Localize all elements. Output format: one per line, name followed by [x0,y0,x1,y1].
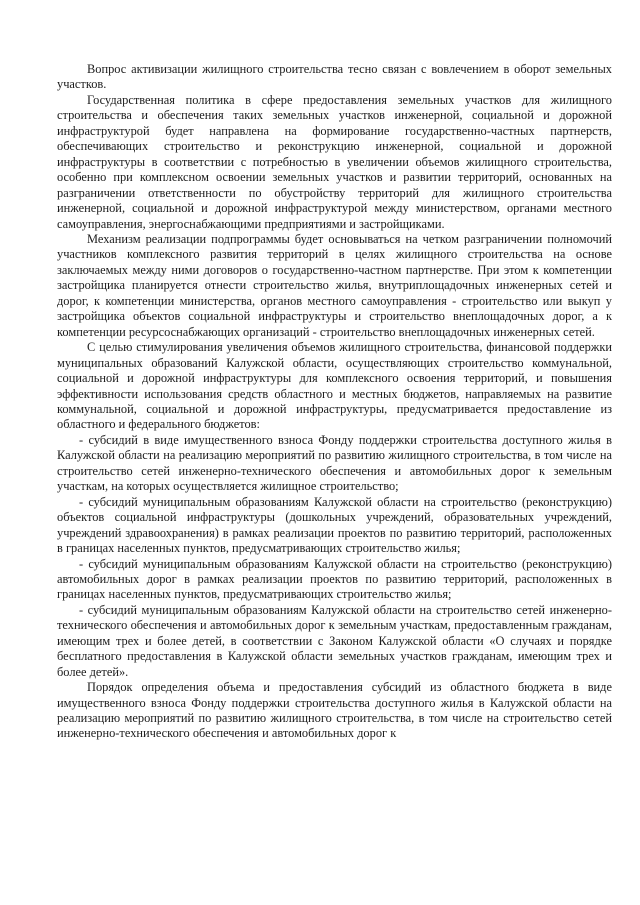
list-item-subsidy-large-families: - субсидий муниципальным образованиям Калужской области на строительство сетей инженерно-технического обеспечения и автомобильных дорог к земельным участкам, предоставленным гражданам, имеющим трех и более детей, в соответствии с Законом Калужской области «О случаях и порядке бесплатного предоставления в Калужской области земельных участков гражданам, имеющим трех и более детей». [57,602,612,679]
paragraph-state-policy: Государственная политика в сфере предоставления земельных участков для жилищного строительства и обеспечения таких земельных участков инженерной, социальной и дорожной инфраструктурой будет направлена на формирование государственно-частных партнерств, обеспечивающих строительство и реконструкцию инженерной, социальной и дорожной инфраструктуры в соответствии с потребностью в увеличении объемов жилищного строительства, особенно при комплексном освоении земельных участков и развитии территорий, основанных на разграничении ответственности по обустройству территорий для жилищного строительства инженерной, социальной и дорожной инфраструктурой между министерством, органами местного самоуправления, энергоснабжающими предприятиями и застройщиками. [57,92,612,231]
document-body [57,62,612,742]
paragraph-stimulation: С целью стимулирования увеличения объемов жилищного строительства, финансовой поддержки муниципальных образований Калужской области, осуществляющих строительство коммунальной, социальной и дорожной инфраструктуры для комплексного освоения территорий, и повышения эффективности использования средств областного и местных бюджетов, направляемых на развитие коммунальной, социальной и дорожной инфраструктуры, предусматривается предоставление из областного и федерального бюджетов: [57,340,612,432]
list-item-subsidy-roads: - субсидий муниципальным образованиям Калужской области на строительство (реконструкцию) автомобильных дорог в рамках реализации проектов по развитию территорий, расположенных в границах населенных пунктов, предусматривающих строительство жилья; [57,556,612,602]
paragraph-procedure: Порядок определения объема и предоставления субсидий из областного бюджета в виде имущественного взноса Фонду поддержки строительства доступного жилья в Калужской области на реализацию мероприятий по развитию жилищного строительства, в том числе на строительство сетей инженерно-технического обеспечения и автомобильных дорог к [57,680,612,741]
list-item-subsidy-fund: - субсидий в виде имущественного взноса Фонду поддержки строительства доступного жилья в Калужской области на реализацию мероприятий по развитию жилищного строительства, в том числе на строительство сетей инженерно-технического обеспечения и автомобильных дорог к земельным участкам, на которых осуществляется жилищное строительство; [57,432,612,494]
list-item-subsidy-social: - субсидий муниципальным образованиям Калужской области на строительство (реконструкцию) объектов социальной инфраструктуры (дошкольных учреждений, образовательных учреждений, учреждений здравоохранения) в рамках реализации проектов по развитию территорий, расположенных в границах населенных пунктов, предусматривающих строительство жилья; [57,494,612,556]
paragraph-intro: Вопрос активизации жилищного строительства тесно связан с вовлечением в оборот земельных участков. [57,62,612,92]
paragraph-mechanism: Механизм реализации подпрограммы будет основываться на четком разграничении полномочий участников комплексного развития территорий в целях жилищного строительства на основе заключаемых между ними договоров о государственно-частном партнерстве. При этом к компетенции застройщика планируется отнести строительство жилья, внутриплощадочных инженерных сетей и дорог, к компетенции министерства, органов местного самоуправления - строительство или выкуп у застройщика объектов социальной инфраструктуры и строительство внеплощадочных дорог, а к компетенции ресурсоснабжающих организаций - строительство внеплощадочных инженерных сетей. [57,231,612,339]
